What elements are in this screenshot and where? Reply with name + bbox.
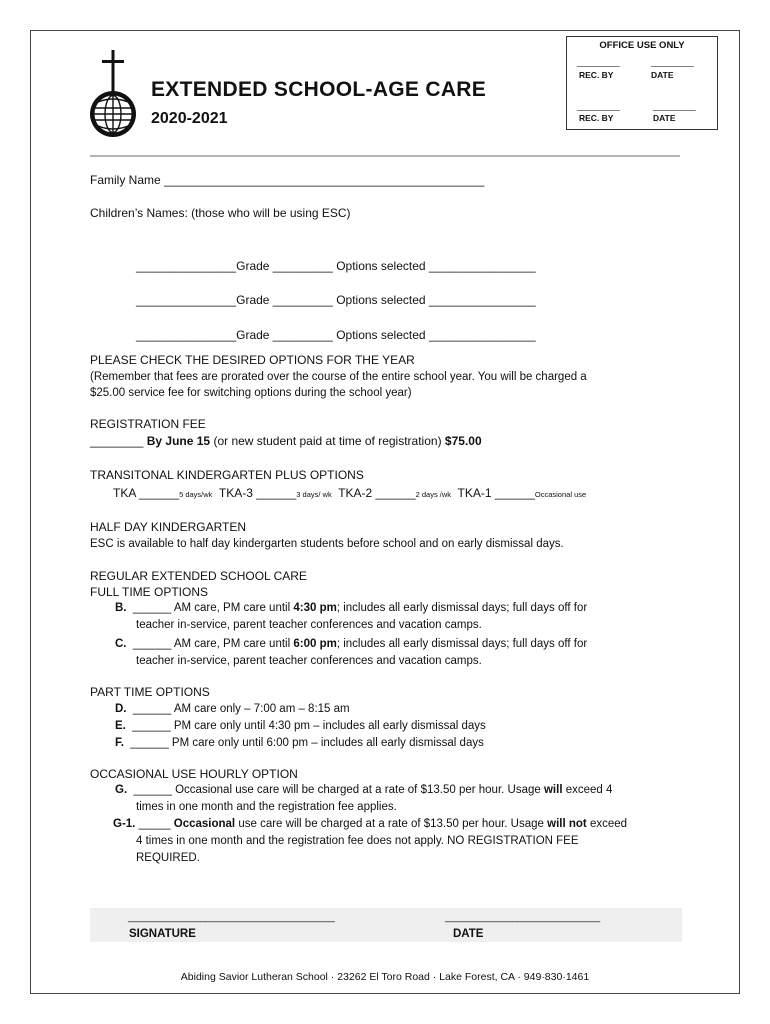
child-row-1[interactable]: _______________Grade _________ Options selected ________________ — [136, 259, 536, 273]
option-f — [115, 737, 484, 749]
option-b-post: ; includes all early dismissal days; full days off for — [336, 602, 588, 614]
option-g1-line-3: REQUIRED. — [136, 852, 200, 864]
family-name-field[interactable]: Family Name ________________________________________________ — [90, 173, 485, 187]
option-c-blank[interactable]: ______ — [132, 638, 172, 650]
option-g1-line-2: 4 times in one month and the registration fee does not apply. NO REGISTRATION FEE — [136, 835, 579, 847]
form-title: EXTENDED SCHOOL-AGE CARE — [151, 78, 487, 101]
option-b-letter: B. — [115, 602, 127, 614]
registration-note: (or new student paid at time of registration) — [213, 434, 442, 448]
date-line[interactable]: ______________________________ — [445, 912, 600, 923]
tka2-blank[interactable]: ______ — [375, 486, 416, 500]
half-day-heading: HALF DAY KINDERGARTEN — [90, 520, 247, 534]
registration-amount: $75.00 — [444, 434, 482, 448]
options-note-line-1: (Remember that fees are prorated over the course of the entire school year. You will be charged a — [90, 371, 587, 383]
option-d-blank[interactable]: ______ — [132, 703, 172, 715]
option-g1-word: Occasional — [173, 818, 236, 830]
option-e-text: PM care only until 4:30 pm – includes all early dismissal days — [173, 720, 486, 732]
tka1-label: TKA-1 — [457, 486, 492, 500]
date-label: DATE — [453, 928, 484, 940]
option-c-line-1 — [115, 638, 587, 650]
date-line-2: __________ — [653, 101, 696, 111]
tka-blank[interactable]: ______ — [139, 486, 180, 500]
option-g-letter: G. — [115, 784, 128, 796]
regular-heading: REGULAR EXTENDED SCHOOL CARE — [90, 569, 307, 583]
tka3-label: TKA-3 — [218, 486, 253, 500]
option-e-letter: E. — [115, 720, 126, 732]
office-use-box — [566, 36, 718, 130]
child-row-3[interactable]: _______________Grade _________ Options selected ________________ — [136, 328, 536, 342]
tka3-sub: 3 days/ wk — [296, 490, 332, 499]
footer-address: Abiding Savior Lutheran School · 23262 El Toro Road · Lake Forest, CA · 949·830·1461 — [180, 971, 590, 983]
full-time-heading: FULL TIME OPTIONS — [90, 585, 209, 599]
option-f-blank[interactable]: ______ — [130, 737, 169, 749]
option-d-text: AM care only – 7:00 am – 8:15 am — [173, 703, 350, 715]
tka-sub: 5 days/wk — [179, 490, 213, 499]
signature-label: SIGNATURE — [129, 928, 196, 940]
tka1-sub: Occasional use — [534, 490, 587, 499]
option-e-blank[interactable]: ______ — [132, 720, 171, 732]
part-time-heading: PART TIME OPTIONS — [90, 685, 210, 699]
tka2-sub: 2 days /wk — [415, 490, 452, 499]
tka3-blank[interactable]: ______ — [256, 486, 297, 500]
registration-blank[interactable]: ________ — [90, 434, 144, 448]
option-f-letter: F. — [115, 737, 124, 749]
tk-options-row — [113, 486, 586, 500]
school-year: 2020-2021 — [151, 110, 228, 127]
option-c-post: ; includes all early dismissal days; full days off for — [336, 638, 588, 650]
option-b-time: 4:30 pm — [293, 602, 337, 614]
option-g-blank[interactable]: ______ — [133, 784, 172, 796]
occasional-heading: OCCASIONAL USE HOURLY OPTION — [90, 767, 298, 781]
options-heading: PLEASE CHECK THE DESIRED OPTIONS FOR THE YEAR — [90, 353, 415, 367]
option-d — [115, 703, 350, 715]
option-g-line-2: times in one month and the registration fee applies. — [136, 801, 397, 813]
registration-heading: REGISTRATION FEE — [90, 417, 206, 431]
option-g-line-1 — [115, 784, 612, 796]
child-row-2[interactable]: _______________Grade _________ Options selected ________________ — [136, 293, 536, 307]
signature-line[interactable]: ________________________________________ — [128, 912, 335, 923]
option-g-pre: Occasional use care will be charged at a rate of $13.50 per hour. Usage — [175, 784, 541, 796]
option-g1-line-1 — [113, 818, 627, 830]
option-g-will: will — [543, 784, 563, 796]
option-g1-will-not: will not — [547, 818, 587, 830]
header-divider — [90, 155, 680, 157]
option-b-blank[interactable]: ______ — [132, 602, 172, 614]
globe-cross-logo-icon — [88, 50, 138, 142]
option-c-letter: C. — [115, 638, 127, 650]
tka2-label: TKA-2 — [338, 486, 373, 500]
tka1-blank[interactable]: ______ — [494, 486, 535, 500]
rec-by-line-1: __________ — [577, 57, 620, 67]
option-d-letter: D. — [115, 703, 127, 715]
option-c-time: 6:00 pm — [293, 638, 337, 650]
option-b-pre: AM care, PM care until — [173, 602, 291, 614]
option-c-pre: AM care, PM care until — [173, 638, 291, 650]
option-g1-letter: G-1. — [113, 818, 136, 830]
option-b-line-2: teacher in-service, parent teacher conferences and vacation camps. — [136, 619, 482, 631]
option-b-line-1 — [115, 602, 587, 614]
office-use-heading: OFFICE USE ONLY — [599, 40, 685, 51]
option-e — [115, 720, 486, 732]
registration-deadline: By June 15 — [146, 434, 211, 448]
half-day-text: ESC is available to half day kindergarten students before school and on early dismissal days. — [90, 538, 564, 550]
option-g-post: exceed 4 — [565, 784, 613, 796]
option-g1-pre: use care will be charged at a rate of $13.50 per hour. Usage — [238, 818, 544, 830]
option-f-text: PM care only until 6:00 pm – includes all early dismissal days — [171, 737, 484, 749]
option-c-line-2: teacher in-service, parent teacher conferences and vacation camps. — [136, 655, 482, 667]
rec-by-label-1: REC. BY — [579, 70, 614, 80]
date-label-1: DATE — [651, 70, 674, 80]
rec-by-label-2: REC. BY — [579, 113, 614, 123]
date-line-1: __________ — [651, 57, 694, 67]
options-note-line-2: $25.00 service fee for switching options during the school year) — [90, 387, 412, 399]
children-names-label: Children’s Names: (those who will be using ESC) — [90, 206, 351, 220]
option-g1-post: exceed — [589, 818, 628, 830]
registration-line — [90, 434, 482, 448]
date-label-2: DATE — [653, 113, 676, 123]
tka-label: TKA — [113, 486, 136, 500]
option-g1-blank[interactable]: _____ — [138, 818, 171, 830]
tk-heading: TRANSITONAL KINDERGARTEN PLUS OPTIONS — [90, 468, 364, 482]
rec-by-line-2: __________ — [577, 101, 620, 111]
